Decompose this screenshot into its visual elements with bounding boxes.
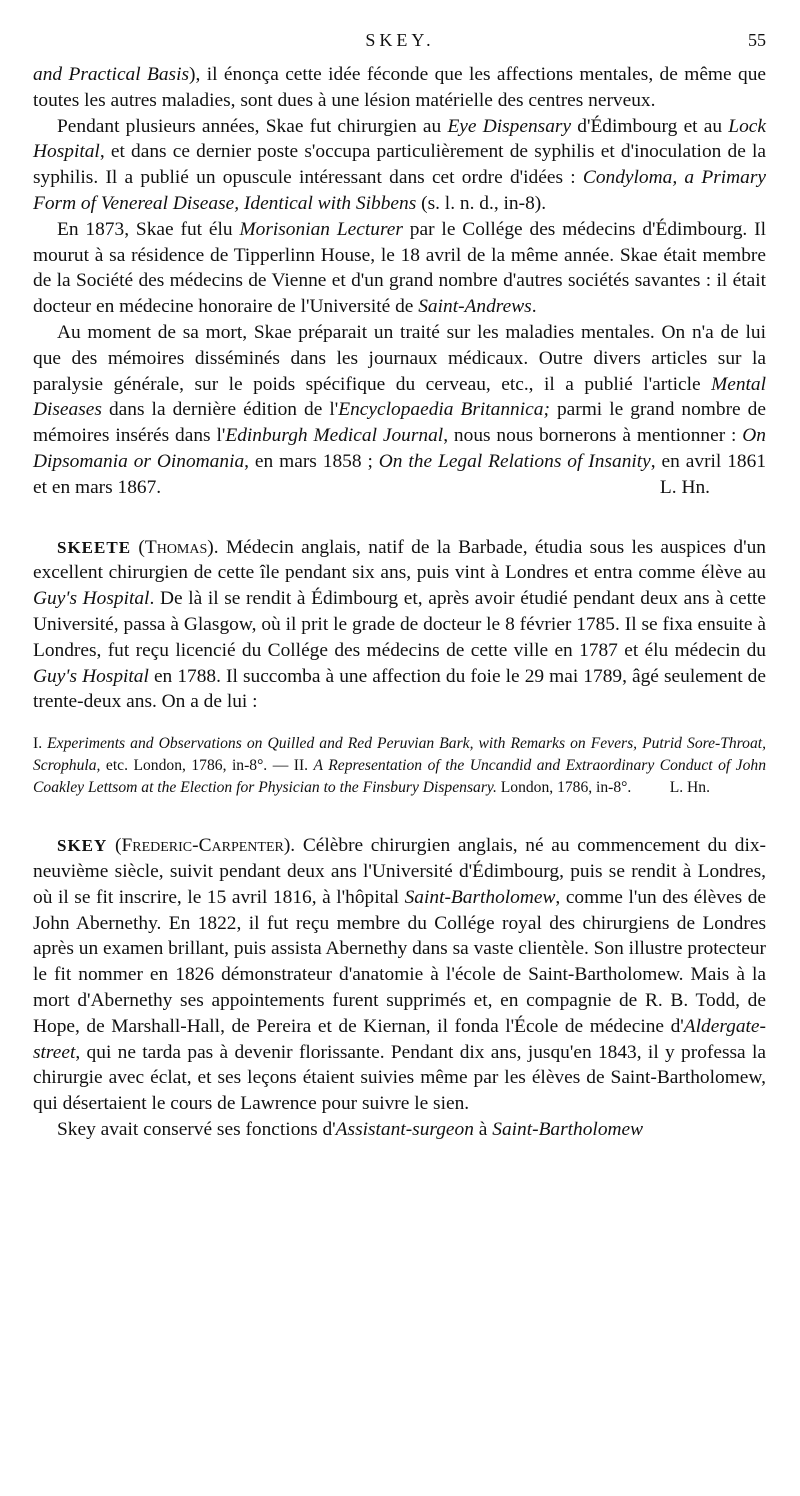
text-span: par le Collége des médecins d'Édimbourg. Il mourut à sa résidence de Tipperlinn House, le 18 avril de la même année. Skae était membre de la Société des médecins de Vienne et d'un grand nombre d'autres sociétés savantes : il était docteur en médecine honoraire de l'Université de	[33, 218, 766, 318]
title-italic: Guy's Hospital	[33, 588, 150, 610]
title-italic: Mental Diseases	[33, 373, 766, 421]
text-span: à	[473, 1118, 493, 1140]
skae-paragraph-4	[33, 320, 766, 501]
text-span: I.	[33, 735, 48, 753]
page-number: 55	[748, 30, 766, 50]
entry-headword: SKEETE	[57, 537, 132, 557]
title-italic: Condyloma, a Primary Form of Venereal Disease, Identical with Sibbens	[33, 167, 766, 214]
skeete-bibliography	[33, 733, 766, 799]
text-span: , en avril 1861 et en mars 1867.	[33, 450, 767, 498]
text-span: en 1788. Il succomba à une affection du foie le 29 mai 1789, âgé seulement de trente-deux ans. On a de lui :	[33, 665, 766, 713]
text-span: . De là il se rendit à Édimbourg et, après avoir étudié pendant deux ans à cette Université, passa à Glasgow, où il prit le grade de docteur le 8 février 1785. Il se fixa ensuite à Londres, fut reçu licencié du Collége des médecins de cette ville en 1787 et élu médecin du	[33, 588, 766, 661]
text-span: (s. l. n. d., in-8).	[416, 192, 547, 214]
title-italic: Morisonian Lecturer	[239, 218, 403, 240]
text-span: Au moment de sa mort, Skae préparait un traité sur les maladies mentales. On n'a de lui que des mémoires disséminés dans les journaux médicaux. Outre divers articles sur la paralysie générale, sur le poids spécifique du cerveau, etc., il a publié l'article	[33, 321, 766, 395]
text-span: Pendant plusieurs années, Skae fut chirurgien au	[57, 115, 448, 137]
title-italic: Experiments and Observations on Quilled and Red Peruvian Bark, with Remarks on Fevers, Putrid Sore-Throat, Scrophula,	[33, 735, 766, 775]
title-italic: Aldergate-street	[33, 1015, 766, 1063]
text-span: d'Édimbourg et au	[571, 115, 729, 137]
title-italic: Edinburgh Medical Journal	[225, 425, 444, 447]
title-italic: Lock Hospital	[33, 115, 766, 163]
title-italic: Saint-Bartholomew	[492, 1118, 644, 1140]
text-span: , qui ne tarda pas à devenir florissante. Pendant dix ans, jusqu'en 1843, il y professa la chirurgie avec éclat, et ses leçons étaient suivies même par les élèves de Saint-Bartholomew, qui désertaient le cours de Lawrence pour suivre le sien.	[33, 1041, 766, 1115]
running-head	[34, 30, 766, 54]
title-italic: Saint-Bartholomew	[404, 886, 556, 908]
title-italic: On the Legal Relations of Insanity	[378, 450, 651, 472]
entry-firstname: (Frederic-Carpenter).	[114, 835, 296, 857]
skey-entry	[33, 833, 766, 1117]
running-title: SKEY.	[365, 30, 435, 50]
text-span: Célèbre chirurgien anglais, né au commencement du dix-neuvième siècle, suivit pendant deux ans l'Université d'Édimbourg, puis se rendit à Londres, où il se fit inscrire, le 15 avril 1816, à l'hôpital	[33, 835, 766, 908]
title-italic: On Dipsomania or Oinomania	[33, 425, 766, 472]
text-span: Médecin anglais, natif de la Barbade, étudia sous les auspices d'un excellent chirurgien de cette île pendant six ans, puis vint à Londres et entra comme élève au	[33, 536, 766, 584]
text-span: , en mars 1858 ;	[244, 450, 379, 472]
entry-headword: SKEY	[57, 836, 108, 856]
text-span: Skey avait conservé ses fonctions d'	[57, 1118, 336, 1140]
skae-paragraph-2	[33, 114, 766, 217]
skey-paragraph-2	[33, 1117, 766, 1143]
skeete-entry	[33, 535, 766, 716]
author-signature: L. Hn.	[669, 779, 710, 797]
body-text	[33, 62, 766, 1143]
title-italic: Eye Dispensary	[447, 115, 572, 137]
skae-paragraph-1	[33, 62, 766, 114]
text-span: ), il énonça cette idée féconde que les affections mentales, de même que toutes les autres maladies, sont dues à une lésion matérielle des centres nerveux.	[33, 64, 766, 111]
text-span: , nous nous bornerons à mentionner :	[443, 425, 743, 447]
title-italic: A Representation of the Uncandid and Extraordinary Conduct of John Coakley Lettsom at the Election for Physician to the Finsbury Dispensary.	[33, 757, 766, 797]
text-span: .	[531, 296, 537, 318]
title-italic: Guy's Hospital	[33, 665, 149, 687]
text-span: etc. London, 1786, in-8°. — II.	[100, 757, 314, 775]
title-italic: Assistant-surgeon	[335, 1118, 474, 1140]
text-span: , comme l'un des élèves de John Abernethy. En 1822, il fut reçu membre du Collége royal des chirurgiens de Londres après un examen brillant, puis assista Abernethy dans sa vaste clientèle. Son illustre protecteur le fit nommer en 1826 démonstrateur d'anatomie à l'école de Saint-Bartholomew. Mais à la mort d'Abernethy ses appointements furent supprimés et, en compagnie de R. B. Todd, de Hope, de Marshall-Hall, de Pereira et de Kiernan, il fonda l'École de médecine d'	[33, 886, 766, 1037]
title-italic: Saint-Andrews	[418, 296, 532, 318]
text-span: parmi le grand nombre de mémoires insérés dans l'	[33, 399, 766, 447]
text-span: , et dans ce dernier poste s'occupa particulièrement de syphilis et d'inoculation de la syphilis. Il a publié un opuscule intéressant dans cet ordre d'idées :	[33, 141, 766, 189]
entry-firstname: (Thomas).	[138, 536, 219, 558]
text-span: dans la dernière édition de l'	[101, 399, 339, 421]
skae-paragraph-3	[33, 217, 766, 320]
author-signature: L. Hn.	[659, 476, 710, 498]
text-span: En 1873, Skae fut élu	[57, 218, 240, 240]
text-span: London, 1786, in-8°.	[496, 779, 632, 797]
title-italic: Encyclopaedia Britannica;	[338, 399, 550, 421]
title-italic: and Practical Basis	[33, 64, 190, 85]
